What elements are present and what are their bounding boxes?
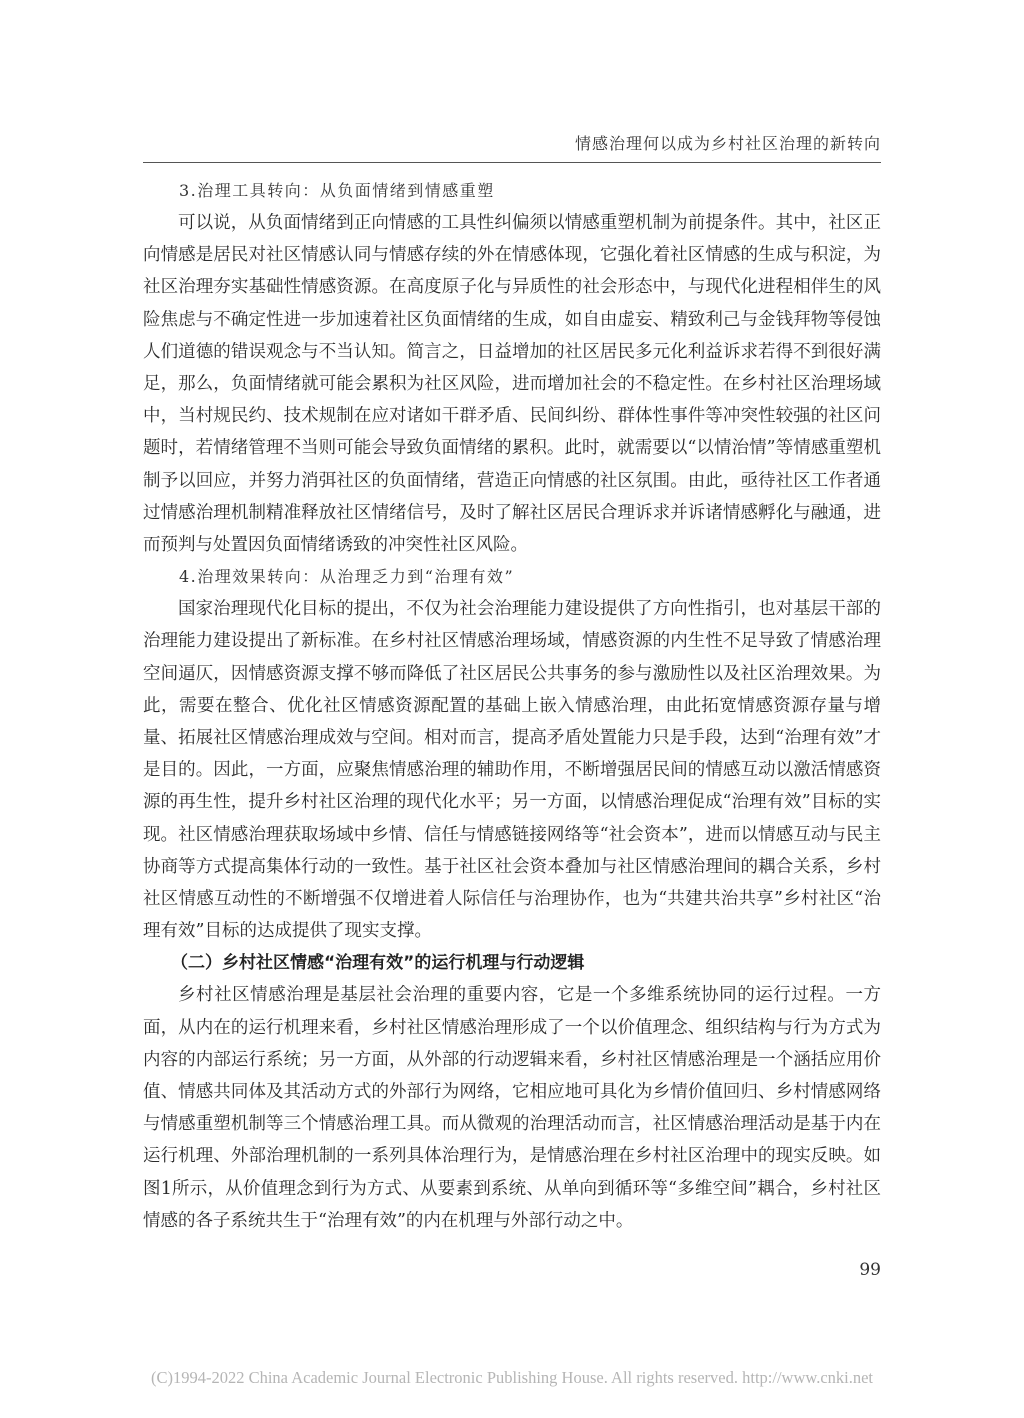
paragraph-tool-shift: 可以说，从负面情绪到正向情感的工具性纠偏须以情感重塑机制为前提条件。其中，社区正向情感是居民对社区情感认同与情感存续的外在情感体现，它强化着社区情感的生成与积淀，为社区治理夯实基础性情感资源。在高度原子化与异质性的社会形态中，与现代化进程相伴生的风险焦虑与不确定性进一步加速着社区负面情绪的生成，如自由虚妄、精致利己与金钱拜物等侵蚀人们道德的错误观念与不当认知。简言之，日益增加的社区居民多元化利益诉求若得不到很好满足，那么，负面情绪就可能会累积为社区风险，进而增加社会的不稳定性。在乡村社区治理场域中，当村规民约、技术规制在应对诸如干群矛盾、民间纠纷、群体性事件等冲突性较强的社区问题时，若情绪管理不当则可能会导致负面情绪的累积。此时，就需要以“以情治情”等情感重塑机制予以回应，并努力消弭社区的负面情绪，营造正向情感的社区氛围。由此，亟待社区工作者通过情感治理机制精准释放社区情绪信号，及时了解社区居民合理诉求并诉诸情感孵化与融通，进而预判与处置因负面情绪诱致的冲突性社区风险。 xyxy=(143,213,881,556)
section-2-title: （二）乡村社区情感“治理有效”的运行机理与行动逻辑 xyxy=(171,953,585,974)
subsection-3-title: 3.治理工具转向：从负面情绪到情感重塑 xyxy=(179,181,495,200)
header-rule xyxy=(143,162,881,163)
copyright-notice: (C)1994-2022 China Academic Journal Electronic Publishing House. All rights reserved. http://www.cnki.net xyxy=(150,1368,874,1387)
article-body xyxy=(143,175,881,1237)
subsection-4-title: 4.治理效果转向：从治理乏力到“治理有效” xyxy=(179,567,515,587)
paragraph-effect-shift: 国家治理现代化目标的提出，不仅为社会治理能力建设提供了方向性指引，也对基层干部的治理能力建设提出了新标准。在乡村社区情感治理场域，情感资源的内生性不足导致了情感治理空间逼仄，因情感资源支撑不够而降低了社区居民公共事务的参与激励性以及社区治理效果。为此，需要在整合、优化社区情感资源配置的基础上嵌入情感治理，由此拓宽情感资源存量与增量、拓展社区情感治理成效与空间。相对而言，提高矛盾处置能力只是手段，达到“治理有效”才是目的。因此，一方面，应聚焦情感治理的辅助作用，不断增强居民间的情感互动以激活情感资源的再生性，提升乡村社区治理的现代化水平；另一方面，以情感治理促成“治理有效”目标的实现。社区情感治理获取场域中乡情、信任与情感链接网络等“社会资本”，进而以情感互动与民主协商等方式提高集体行动的一致性。基于社区社会资本叠加与社区情感治理间的耦合关系，乡村社区情感互动性的不断增强不仅增进着人际信任与治理协作，也为“共建共治共享”乡村社区“治理有效”目标的达成提供了现实支撑。 xyxy=(143,599,881,942)
paragraph-mechanism: 乡村社区情感治理是基层社会治理的重要内容，它是一个多维系统协同的运行过程。一方面，从内在的运行机理来看，乡村社区情感治理形成了一个以价值理念、组织结构与行为方式为内容的内部运行系统；另一方面，从外部的行动逻辑来看，乡村社区情感治理是一个涵括应用价值、情感共同体及其活动方式的外部行为网络，它相应地可具化为乡情价值回归、乡村情感网络与情感重塑机制等三个情感治理工具。而从微观的治理活动而言，社区情感治理活动是基于内在运行机理、外部治理机制的一系列具体治理行为，是情感治理在乡村社区治理中的现实反映。如图1所示，从价值理念到行为方式、从要素到系统、从单向到循环等“多维空间”耦合，乡村社区情感的各子系统共生于“治理有效”的内在机理与外部行动之中。 xyxy=(143,985,881,1231)
page-number: 99 xyxy=(859,1260,881,1280)
running-header: 情感治理何以成为乡村社区治理的新转向 xyxy=(574,134,881,153)
